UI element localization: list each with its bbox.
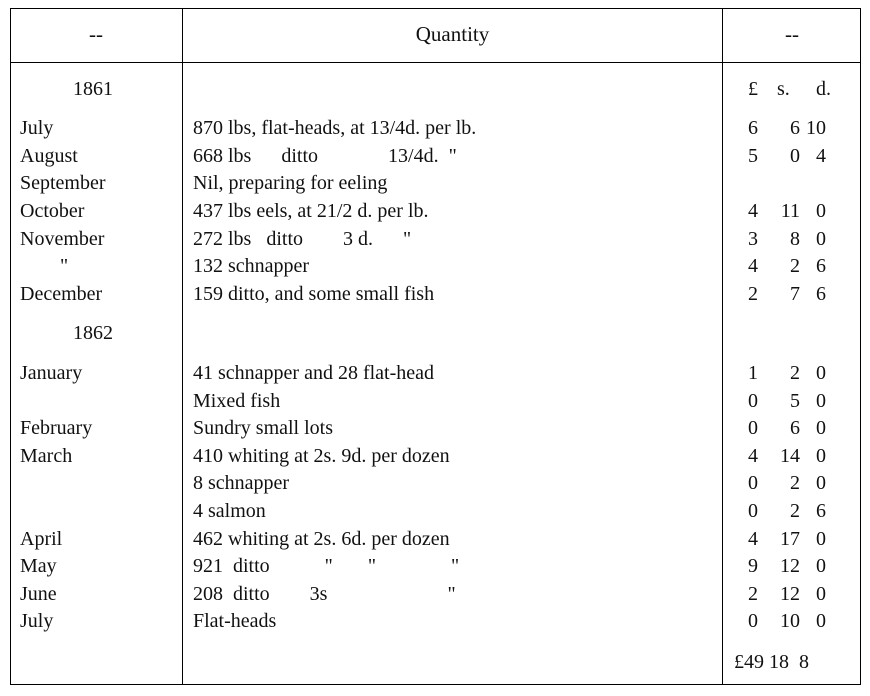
row-pounds: 6 xyxy=(748,117,758,139)
row-description: Flat-heads xyxy=(193,610,277,632)
row-shillings: 11 xyxy=(780,200,800,222)
row-shillings: 7 xyxy=(790,283,800,305)
row-pence: 0 xyxy=(816,362,826,384)
column-divider xyxy=(722,8,723,685)
row-shillings: 2 xyxy=(790,500,800,522)
row-pounds: 9 xyxy=(748,555,758,577)
row-shillings: 2 xyxy=(790,255,800,277)
row-month: February xyxy=(20,417,93,439)
row-description: 8 schnapper xyxy=(193,472,290,494)
row-description: 410 whiting at 2s. 9d. per dozen xyxy=(193,445,450,467)
header-quantity: Quantity xyxy=(415,22,490,46)
row-description: Sundry small lots xyxy=(193,417,334,439)
header-col1: -- xyxy=(89,22,103,46)
row-shillings: 17 xyxy=(780,528,800,550)
pound-header: £ xyxy=(748,78,758,100)
row-description: 41 schnapper and 28 flat-head xyxy=(193,362,435,384)
row-pence: 0 xyxy=(816,610,826,632)
row-description: 921 ditto " " " xyxy=(193,555,460,577)
row-pounds: 4 xyxy=(748,255,758,277)
row-pounds: 3 xyxy=(748,228,758,250)
row-pence: 0 xyxy=(816,417,826,439)
row-pence: 0 xyxy=(816,472,826,494)
row-pence: 0 xyxy=(816,228,826,250)
header-col3: -- xyxy=(785,22,799,46)
shilling-header: s. xyxy=(777,78,790,100)
row-pence: 6 xyxy=(816,255,826,277)
row-pounds: 0 xyxy=(748,610,758,632)
total-amount: £49 18 8 xyxy=(734,651,809,673)
row-shillings: 8 xyxy=(790,228,800,250)
row-month: July xyxy=(20,117,54,139)
row-description: 4 salmon xyxy=(193,500,266,522)
row-pence: 0 xyxy=(816,583,826,605)
row-shillings: 12 xyxy=(780,555,800,577)
row-pounds: 0 xyxy=(748,500,758,522)
row-month: January xyxy=(20,362,83,384)
row-pence: 6 xyxy=(816,283,826,305)
row-month: April xyxy=(20,528,63,550)
row-month: June xyxy=(20,583,57,605)
row-month: May xyxy=(20,555,57,577)
row-pence: 0 xyxy=(816,555,826,577)
row-month: July xyxy=(20,610,54,632)
row-description: 208 ditto 3s " xyxy=(193,583,456,605)
row-shillings: 12 xyxy=(780,583,800,605)
row-month: November xyxy=(20,228,105,250)
row-description: 159 ditto, and some small fish xyxy=(193,283,435,305)
row-pounds: 2 xyxy=(748,283,758,305)
column-divider xyxy=(182,8,183,685)
pence-header: d. xyxy=(816,78,831,100)
row-pence: 0 xyxy=(816,390,826,412)
row-pence: 4 xyxy=(816,145,826,167)
row-shillings: 6 xyxy=(790,117,800,139)
row-month: March xyxy=(20,445,73,467)
row-pence: 0 xyxy=(816,528,826,550)
header-divider xyxy=(10,62,861,63)
row-pounds: 0 xyxy=(748,472,758,494)
row-shillings: 6 xyxy=(790,417,800,439)
row-description: Mixed fish xyxy=(193,390,281,412)
row-shillings: 14 xyxy=(780,445,800,467)
row-month: August xyxy=(20,145,78,167)
row-description: 272 lbs ditto 3 d. " xyxy=(193,228,412,250)
row-month: December xyxy=(20,283,103,305)
row-description: 462 whiting at 2s. 6d. per dozen xyxy=(193,528,450,550)
row-shillings: 10 xyxy=(780,610,800,632)
year-1861: 1861 xyxy=(73,78,113,100)
row-shillings: 2 xyxy=(790,472,800,494)
row-pounds: 1 xyxy=(748,362,758,384)
row-shillings: 0 xyxy=(790,145,800,167)
row-pounds: 4 xyxy=(748,528,758,550)
row-description: 437 lbs eels, at 21/2 d. per lb. xyxy=(193,200,429,222)
row-pounds: 0 xyxy=(748,390,758,412)
row-shillings: 5 xyxy=(790,390,800,412)
row-pence: 6 xyxy=(816,500,826,522)
row-description: Nil, preparing for eeling xyxy=(193,172,388,194)
row-shillings: 2 xyxy=(790,362,800,384)
row-month: September xyxy=(20,172,106,194)
year-1862: 1862 xyxy=(73,322,113,344)
row-pounds: 4 xyxy=(748,445,758,467)
row-description: 870 lbs, flat-heads, at 13/4d. per lb. xyxy=(193,117,477,139)
row-pence: 0 xyxy=(816,445,826,467)
row-pounds: 2 xyxy=(748,583,758,605)
row-month: " xyxy=(60,255,69,277)
row-pounds: 0 xyxy=(748,417,758,439)
row-month: October xyxy=(20,200,85,222)
row-pence: 10 xyxy=(806,117,826,139)
row-pounds: 4 xyxy=(748,200,758,222)
row-description: 668 lbs ditto 13/4d. " xyxy=(193,145,457,167)
row-pounds: 5 xyxy=(748,145,758,167)
row-description: 132 schnapper xyxy=(193,255,310,277)
row-pence: 0 xyxy=(816,200,826,222)
